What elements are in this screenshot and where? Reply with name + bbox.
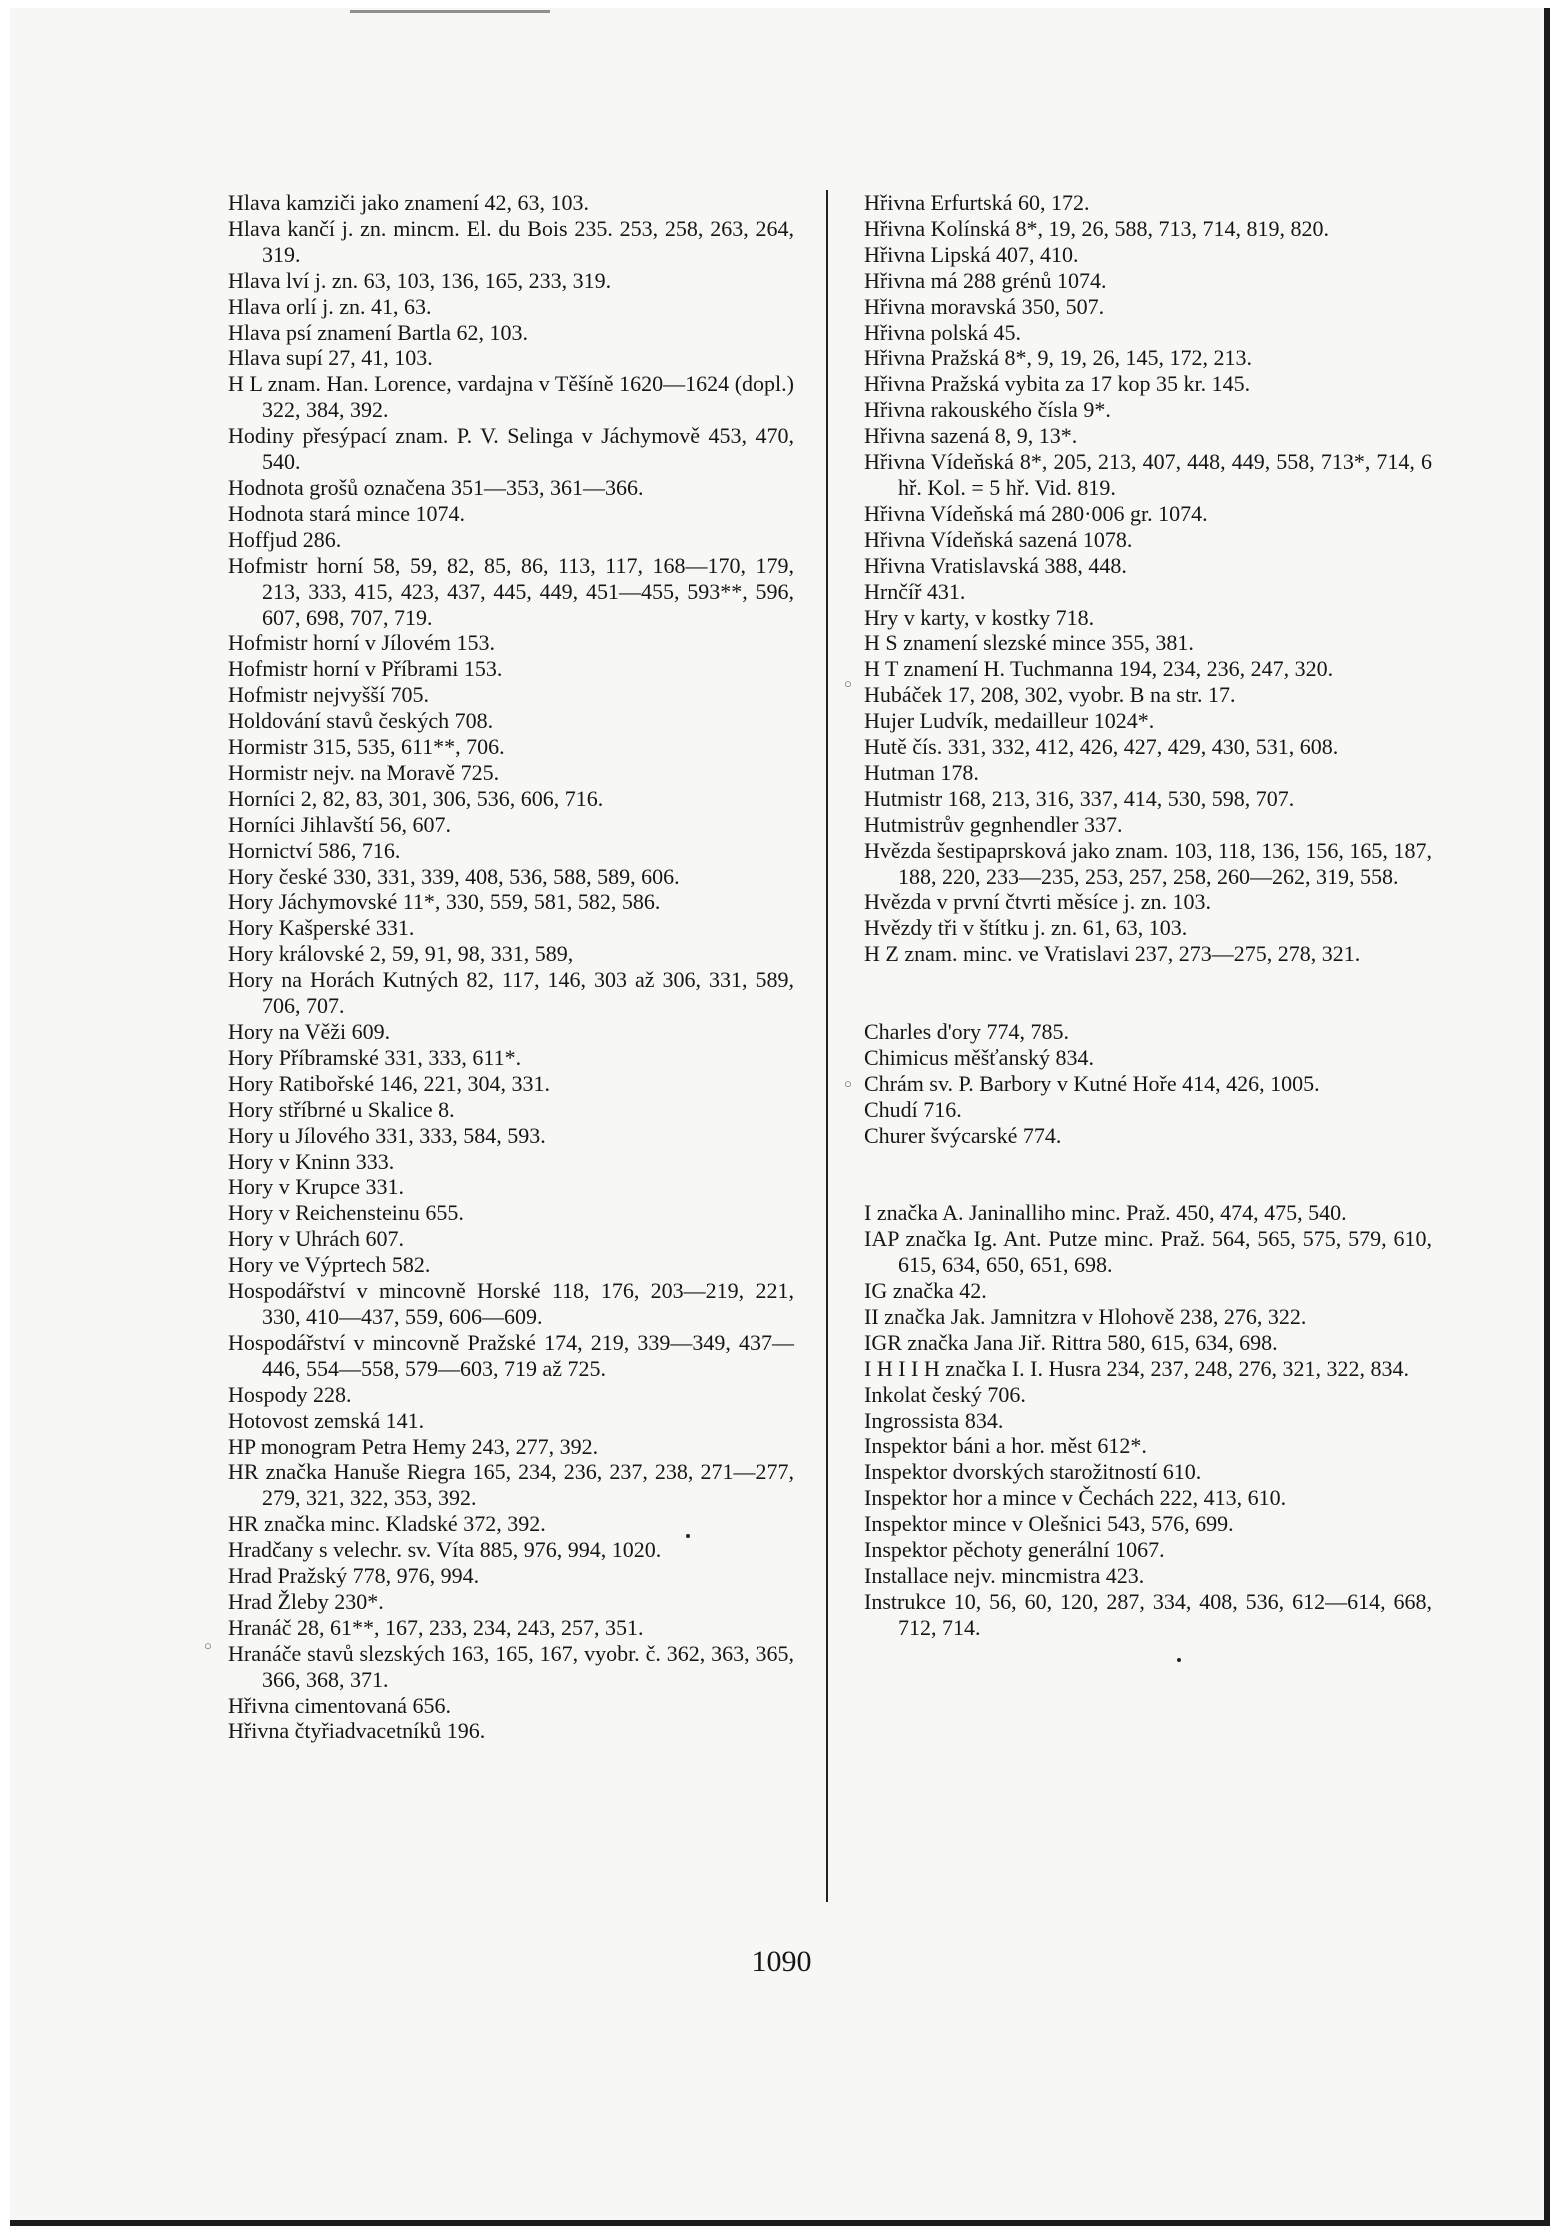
index-entry: I H I I H značka I. I. Husra 234, 237, 248, 276, 321, 322, 834. [864, 1355, 1410, 1381]
index-entry: Hornictví 586, 716. [228, 837, 401, 863]
index-entry: Ingrossista 834. [864, 1407, 1004, 1433]
index-entry: Hujer Ludvík, medailleur 1024*. [864, 708, 1155, 734]
index-entry: Hory Ratibořské 146, 221, 304, 331. [228, 1070, 551, 1096]
index-entry: HR značka Hanuše Riegra 165, 234, 236, 237, 238, 271—277, 279, 321, 322, 353, 392. [228, 1459, 794, 1511]
index-entry: Hofmistr horní v Příbrami 153. [228, 656, 503, 682]
index-entry: Hřivna Pražská vybita za 17 kop 35 kr. 145. [864, 371, 1251, 397]
index-entry: Hřivna cimentovaná 656. [228, 1692, 451, 1718]
index-entry: Hory v Reichensteinu 655. [228, 1200, 464, 1226]
index-entry: Hranáč 28, 61**, 167, 233, 234, 243, 257, 351. [228, 1614, 644, 1640]
index-entry: Hrad Žleby 230*. [228, 1588, 384, 1614]
index-entry: Hutě čís. 331, 332, 412, 426, 427, 429, 430, 531, 608. [864, 734, 1339, 760]
page-number: 1090 [751, 1945, 812, 1978]
index-entry: Inspektor dvorských starožitností 610. [864, 1459, 1202, 1485]
scan-mark [350, 10, 550, 13]
index-entry: Hrad Pražský 778, 976, 994. [228, 1563, 480, 1589]
index-entry: Hřivna Vratislavská 388, 448. [864, 552, 1127, 578]
index-entry: Horníci 2, 82, 83, 301, 306, 536, 606, 716. [228, 785, 604, 811]
index-entry: Hvězda v první čtvrti měsíce j. zn. 103. [864, 889, 1212, 915]
index-entry: HR značka minc. Kladské 372, 392. [228, 1511, 546, 1537]
index-entry: Hospody 228. [228, 1381, 352, 1407]
index-entry: Hrnčíř 431. [864, 578, 966, 604]
index-entry: Hoffjud 286. [228, 526, 342, 552]
index-entry: Hutmistr 168, 213, 316, 337, 414, 530, 598, 707. [864, 785, 1295, 811]
index-entry: Hormistr 315, 535, 611**, 706. [228, 734, 505, 760]
margin-circle-mark: ○ [844, 676, 852, 691]
index-entry: Chimicus měšťanský 834. [864, 1044, 1095, 1070]
index-entry: Hřivna Vídeňská má 280·006 gr. 1074. [864, 500, 1208, 526]
index-entry: Hřivna Lipská 407, 410. [864, 241, 1079, 267]
index-entry: Hutman 178. [864, 759, 979, 785]
index-entry: H L znam. Han. Lorence, vardajna v Těšíně 1620—1624 (dopl.) 322, 384, 392. [228, 371, 794, 423]
index-entry: Hlava supí 27, 41, 103. [228, 345, 433, 371]
index-entry: Hřivna Vídeňská 8*, 205, 213, 407, 448, 449, 558, 713*, 714, 6 hř. Kol. = 5 hř. Vid. 819. [864, 449, 1432, 500]
index-entry: HP monogram Petra Hemy 243, 277, 392. [228, 1433, 599, 1459]
index-entry: Hřivna Erfurtská 60, 172. [864, 190, 1090, 215]
index-entry: Hory stříbrné u Skalice 8. [228, 1096, 455, 1122]
index-entry: Inkolat český 706. [864, 1381, 1026, 1407]
index-entry: Hranáče stavů slezských 163, 165, 167, vyobr. č. 362, 363, 365, 366, 368, 371. [228, 1640, 794, 1692]
index-entry: Hory u Jílového 331, 333, 584, 593. [228, 1122, 546, 1148]
index-entry: IGR značka Jana Jiř. Rittra 580, 615, 634, 698. [864, 1329, 1278, 1355]
margin-dot-mark [686, 1534, 690, 1538]
index-entry: Hory ve Výprtech 582. [228, 1252, 431, 1278]
index-entry: IAP značka Ig. Ant. Putze minc. Praž. 564, 565, 575, 579, 610, 615, 634, 650, 651, 698. [864, 1226, 1432, 1278]
index-entry: Hormistr nejv. na Moravě 725. [228, 759, 500, 785]
index-entry: Hotovost zemská 141. [228, 1407, 425, 1433]
index-entry: Installace nejv. mincmistra 423. [864, 1563, 1145, 1588]
index-entry: Hofmistr horní v Jílovém 153. [228, 630, 496, 656]
section-gap [864, 1149, 1432, 1201]
right-column [864, 190, 1432, 1641]
index-entry: Churer švýcarské 774. [864, 1122, 1062, 1148]
index-entry: Hory na Horách Kutných 82, 117, 146, 303 až 306, 331, 589, 706, 707. [228, 967, 794, 1019]
index-entry: II značka Jak. Jamnitzra v Hlohově 238, 276, 322. [864, 1303, 1307, 1329]
index-entry: Hory Příbramské 331, 333, 611*. [228, 1044, 522, 1070]
index-entry: Inspektor báni a hor. měst 612*. [864, 1433, 1147, 1459]
section-gap [864, 967, 1432, 1019]
index-entry: H Z znam. minc. ve Vratislavi 237, 273—275, 278, 321. [864, 941, 1361, 967]
index-entry: Hodnota grošů označena 351—353, 361—366. [228, 474, 644, 500]
margin-circle-mark: ○ [844, 1076, 852, 1091]
index-entry: Horníci Jihlavští 56, 607. [228, 811, 452, 837]
index-entry: Hřivna rakouského čísla 9*. [864, 397, 1111, 423]
index-entry: Hvězdy tři v štítku j. zn. 61, 63, 103. [864, 915, 1188, 941]
index-entry: Inspektor pěchoty generální 1067. [864, 1537, 1165, 1563]
index-entry: Hlava orlí j. zn. 41, 63. [228, 293, 432, 319]
index-entry: Charles d'ory 774, 785. [864, 1018, 1069, 1044]
index-entry: Hutmistrův gegnhendler 337. [864, 811, 1123, 837]
index-entry: Hlava kamziči jako znamení 42, 63, 103. [228, 190, 590, 215]
index-entry: Hory královské 2, 59, 91, 98, 331, 589, [228, 941, 574, 967]
index-entry: Hofmistr horní 58, 59, 82, 85, 86, 113, 117, 168—170, 179, 213, 333, 415, 423, 437, 445, 449, 451—455, 593**, 596, 607, 698, 707, 719. [228, 552, 794, 630]
column-divider [826, 190, 828, 1902]
index-entry: Hory na Věži 609. [228, 1019, 391, 1044]
index-entry: H S znamení slezské mince 355, 381. [864, 630, 1194, 656]
index-entry: Hřivna polská 45. [864, 319, 1022, 345]
index-entry: Chrám sv. P. Barbory v Kutné Hoře 414, 426, 1005. [864, 1070, 1320, 1096]
index-entry: Hory Kašperské 331. [228, 915, 415, 941]
index-entry: Hřivna Pražská 8*, 9, 19, 26, 145, 172, 213. [864, 345, 1253, 371]
index-entry: Hradčany s velechr. sv. Víta 885, 976, 994, 1020. [228, 1537, 662, 1563]
index-entry: Hřivna má 288 grénů 1074. [864, 267, 1107, 293]
index-entry: Hory v Uhrách 607. [228, 1226, 404, 1252]
index-entry: Hvězda šestipaprsková jako znam. 103, 118, 136, 156, 165, 187, 188, 220, 233—235, 253, 257, 258, 260—262, 319, 558. [864, 837, 1432, 889]
index-entry: Hory v Krupce 331. [228, 1174, 404, 1200]
index-entry: H T znamení H. Tuchmanna 194, 234, 236, 247, 320. [864, 656, 1334, 682]
section-h [864, 190, 1432, 967]
index-entry: Hlava kančí j. zn. mincm. El. du Bois 235. 253, 258, 263, 264, 319. [228, 215, 794, 267]
index-entry: Inspektor hor a mince v Čechách 222, 413, 610. [864, 1485, 1287, 1511]
index-entry: Hlava psí znamení Bartla 62, 103. [228, 319, 528, 345]
index-entry: Hřivna Vídeňská sazená 1078. [864, 526, 1133, 552]
index-entry: Inspektor mince v Olešnici 543, 576, 699. [864, 1511, 1234, 1537]
index-entry: Hřivna čtyřiadvacetníků 196. [228, 1718, 486, 1744]
index-entry: Hodnota stará mince 1074. [228, 500, 466, 526]
index-entry: Hofmistr nejvyšší 705. [228, 682, 430, 708]
index-entry: Hory Jáchymovské 11*, 330, 559, 581, 582, 586. [228, 889, 661, 915]
index-entry: Instrukce 10, 56, 60, 120, 287, 334, 408, 536, 612—614, 668, 712, 714. [864, 1588, 1432, 1640]
left-column [228, 190, 794, 1744]
margin-circle-mark: ○ [204, 1638, 212, 1653]
index-entry: IG značka 42. [864, 1278, 987, 1304]
index-entry: Chudí 716. [864, 1096, 962, 1122]
index-entry: Hubáček 17, 208, 302, vyobr. B na str. 17. [864, 682, 1236, 708]
index-entry: Hodiny přesýpací znam. P. V. Selinga v Jáchymově 453, 470, 540. [228, 423, 794, 475]
section-ch [864, 1019, 1432, 1149]
index-entry: Hřivna moravská 350, 507. [864, 293, 1105, 319]
index-entry: Hory české 330, 331, 339, 408, 536, 588, 589, 606. [228, 863, 680, 889]
index-entry: Hospodářství v mincovně Pražské 174, 219, 339—349, 437—446, 554—558, 579—603, 719 až 725. [228, 1329, 794, 1381]
index-entry: Hlava lví j. zn. 63, 103, 136, 165, 233, 319. [228, 267, 612, 293]
index-entry: Hry v karty, v kostky 718. [864, 604, 1095, 630]
section-i [864, 1200, 1432, 1640]
index-entry: Hory v Kninn 333. [228, 1148, 395, 1174]
index-entry: Holdování stavů českých 708. [228, 708, 494, 734]
margin-dot-mark [1177, 1658, 1181, 1662]
index-entry: I značka A. Janinalliho minc. Praž. 450, 474, 475, 540. [864, 1200, 1347, 1226]
index-entry: Hřivna sazená 8, 9, 13*. [864, 423, 1078, 449]
index-entry: Hospodářství v mincovně Horské 118, 176, 203—219, 221, 330, 410—437, 559, 606—609. [228, 1278, 794, 1329]
index-entry: Hřivna Kolínská 8*, 19, 26, 588, 713, 714, 819, 820. [864, 215, 1330, 241]
